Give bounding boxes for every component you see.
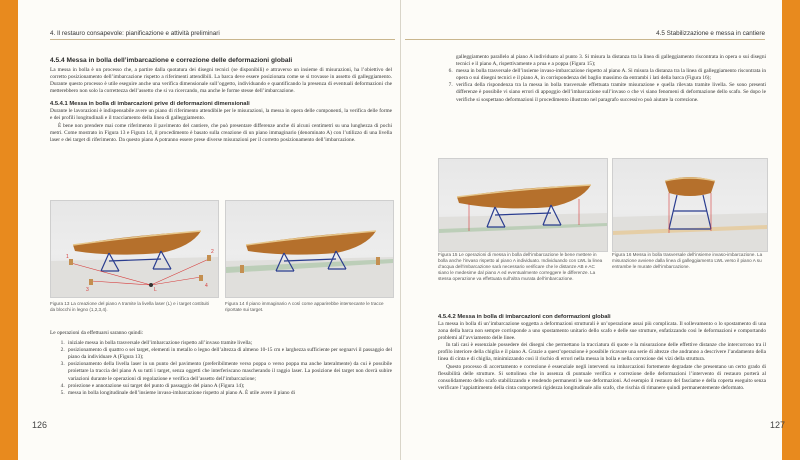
- left-color-band: [0, 0, 18, 460]
- sub-paragraph-1: Durante le lavorazioni è indispensabile avere un piano di riferimento attendibile per le misurazioni, la messa in opera delle componenti, la verifica delle forme e dei profili longitudinali e il tracciamento della linea di galleggiamento.: [50, 108, 392, 122]
- figure-15-image: [438, 158, 608, 252]
- fig13-label-2: 2: [211, 249, 214, 255]
- right-text-top: [438, 54, 766, 104]
- left-page-number: 126: [32, 420, 48, 430]
- target-block-3: [89, 279, 93, 285]
- list-item: 7. verifica della rispondenza tra la messa in bolla trasversale effettuata tramite misurazione e quella rilevata tramite livella. Se sono presenti differenze è possibile vi siano errori di appoggio dell’imbarcazione sull’invaso o che vi siano fenomeni di deformazione dello scafo. Se dopo le verifiche si sospettano deformazioni il procedimento illustrato nel paragrafo successivo può aiutare la correzione.: [454, 82, 766, 103]
- target-block: [240, 265, 244, 273]
- fig13-label-laser: L: [154, 287, 157, 293]
- hull-shape: [457, 185, 591, 208]
- right-color-band: [782, 0, 800, 460]
- figure-14-image: [225, 200, 394, 298]
- list-item: 4. proiezione e annotazione sui target del punto di passaggio del piano A (Figura 14);: [66, 383, 392, 390]
- list-continuation: galleggiamento parallelo al piano A individuato al punto 3. Si misura la distanza tra la linea di galleggiamento riscontrata in opera o sui disegni tecnici e il piano A, rispettivamente a prua e a poppa (Figura 15);: [456, 54, 766, 68]
- list-item: 1. iniziale messa in bolla trasversale dell’imbarcazione rispetto all’invaso tramite livella;: [66, 340, 392, 347]
- figure-16-caption: Figura 16 Messa in bolla trasversale dell’insieme invaso-imbarcazione. La misurazione avviene dalla linea di galleggiamento LWL verso il piano A su entrambe le murate dell’imbarcazione.: [612, 252, 763, 269]
- intro-paragraph: La messa in bolla è un processo che, a partire dalla quotatura dei disegni tecnici (se disponibili) e attraverso un insieme di misurazioni, ha l’obiettivo del corretto posizionamento dell’imbarcazione rispetto a riferimenti attendibili. La barca deve essere posizionata come se si trovasse in assetto di galleggiamento. Durante questo processo è utile eseguire anche una verifica dimensionale sull’oggetto, individuando e quantificando la presenza di eventuali deformazioni che metterebbero non solo la correttezza dell’assetto che si va ricercando, ma anche le forme stesse dell’imbarcazione.: [50, 67, 392, 95]
- list-item: 3. posizionamento della livella laser in un punto del pavimento (preferibilmente verso poppa o verso poppa ma anche lateralmente) da cui è possibile proiettare la traccia del piano A su tutti i target, senza oggetti che interferiscano mascherando il raggio laser. La posizione dei target non dovrà subire variazioni durante le operazioni di regolazione e verifica dell’assetto dell’imbarcazione;: [66, 361, 392, 382]
- operations-intro: Le operazioni da effettuarsi saranno quindi:: [50, 330, 144, 336]
- fig13-label-3: 3: [86, 287, 89, 293]
- page-gutter: [400, 0, 401, 460]
- left-text-bottom: [50, 330, 392, 397]
- left-header-rule: [50, 39, 395, 40]
- target-block-1: [69, 259, 73, 265]
- subsection-title-1: 4.5.4.1 Messa in bolla di imbarcazioni prive di deformazioni dimensionali: [50, 101, 250, 108]
- figure-13-image: [50, 200, 219, 298]
- section-title: 4.5.4 Messa in bolla dell’imbarcazione e correzione delle deformazioni globali: [50, 57, 293, 64]
- target-block-2: [207, 255, 211, 261]
- operations-list: [50, 340, 392, 397]
- right-running-head: 4.5 Stabilizzazione e messa in cantiere: [656, 30, 765, 37]
- subsection-title-2: 4.5.4.2 Messa in bolla di imbarcazioni con deformazioni globali: [438, 314, 611, 320]
- fig13-label-4: 4: [205, 283, 208, 289]
- operations-list-continued: [438, 68, 766, 103]
- sub-paragraph-2: È bene non prendere mai come riferimento il pavimento del cantiere, che può presentare differenze anche di alcuni centimetri su una lunghezza di pochi metri. Come mostrato in Figura 13 e Figura 14, il procedimento è basato sulla creazione di un piano immaginario (denominato A) con l’utilizzo di una livella laser e dei target di riferimento. Da questo piano A potranno essere prese diverse misurazioni per il corretto posizionamento dell’imbarcazione.: [50, 122, 392, 143]
- figure-14-caption: Figura 14 Il piano immaginario A così come apparirebbe intersecante le tracce riportate sui target.: [225, 301, 384, 312]
- right-page-number: 127: [770, 420, 786, 430]
- figure-13-caption: Figura 13 La creazione del piano A tramite la livella laser (L) e i target costituiti da blocchi in legno (1,2,3,4).: [50, 301, 209, 312]
- figure-16-image: [612, 158, 768, 252]
- fig13-label-1: 1: [66, 254, 69, 260]
- target-block: [376, 257, 380, 265]
- target-block-4: [199, 275, 203, 281]
- right-text-bottom: [438, 313, 766, 392]
- laser-level: [149, 283, 153, 287]
- left-text-top: [50, 56, 392, 144]
- list-item: 6. messa in bolla trasversale dell’insieme invaso-imbarcazione rispetto al piano A. Si misura la distanza tra la linea di galleggiamento riscontrata in opera o sui disegni tecnici e il piano A, in corrispondenza del baglio massimo da entrambi i lati della barca (Figura 16);: [454, 68, 766, 82]
- paragraph-3: Questo processo di accertamento e correzione è essenziale negli interventi su imbarcazioni fortemente degradate che presentano un certo grado di flessibilità delle strutture. Si sottolinea che in assenza di puntuale verifica e correzione delle deformazioni l’intervento di restauro porterà al consolidamento dello scafo stabilizzando e rendendo permanenti le sue deformazioni. Ad esempio il restauro del fasciame e della coperta eseguito senza verificare l’appiattimento della cinta comporterà rigidezza longitudinale allo scafo, che rischia di rimanere quindi permanentemente deformato.: [438, 363, 766, 391]
- paragraph-2: In tali casi è essenziale possedere dei disegni che permettano la tracciatura di quote e la misurazione delle effettive distanze che intercorrono tra il profilo interiore della chiglia e il piano A. Grazie a quest’operazione è possibile ricavare una serie di altezze che andranno a descrivere l’andamento della linea di cinta e di chiglia, minimizzando così il rischio di errori nella messa in bolla e nella correzione dei vizi della struttura.: [438, 342, 766, 363]
- list-item: 5. messa in bolla longitudinale dell’insieme invaso-imbarcazione rispetto al piano A. È utile avere il piano di: [66, 390, 392, 397]
- figure-15-caption: Figura 15 Le operazioni di messa in bolla dell’imbarcazione le bene mettere in bolla anche l’invaso rispetto al piano A individuato. Individuando con LWL la linea d’acqua dell’imbarcazione sarà necessario verificare che le distanze AB e AC siano le medesime dal piano A ed eventualmente correggere le differenze. La stessa operazione va effettuata sull’altra murata dell’imbarcazione.: [438, 252, 603, 281]
- list-item: 2. posizionamento di quattro o sei target, elementi in metallo o legno dell’altezza di almeno 10-15 cm e larghezza sufficiente per segnarvi il passaggio del piano da individuare A (Figura 13);: [66, 347, 392, 361]
- right-header-rule: [405, 39, 765, 40]
- left-running-head: 4. Il restauro consapevole: pianificazione e attività preliminari: [50, 30, 220, 37]
- paragraph-1: La messa in bolla di un’imbarcazione soggetta a deformazioni strutturali è un’operazione assai più complicata. Il sollevamento o lo spostamento di una zona della barca non sempre corrisponde a uno spostamento unitario dello scafo e delle sue strutture, enfatizzando così le deformazioni e comportando problemi all’avviamento delle linee.: [438, 321, 766, 342]
